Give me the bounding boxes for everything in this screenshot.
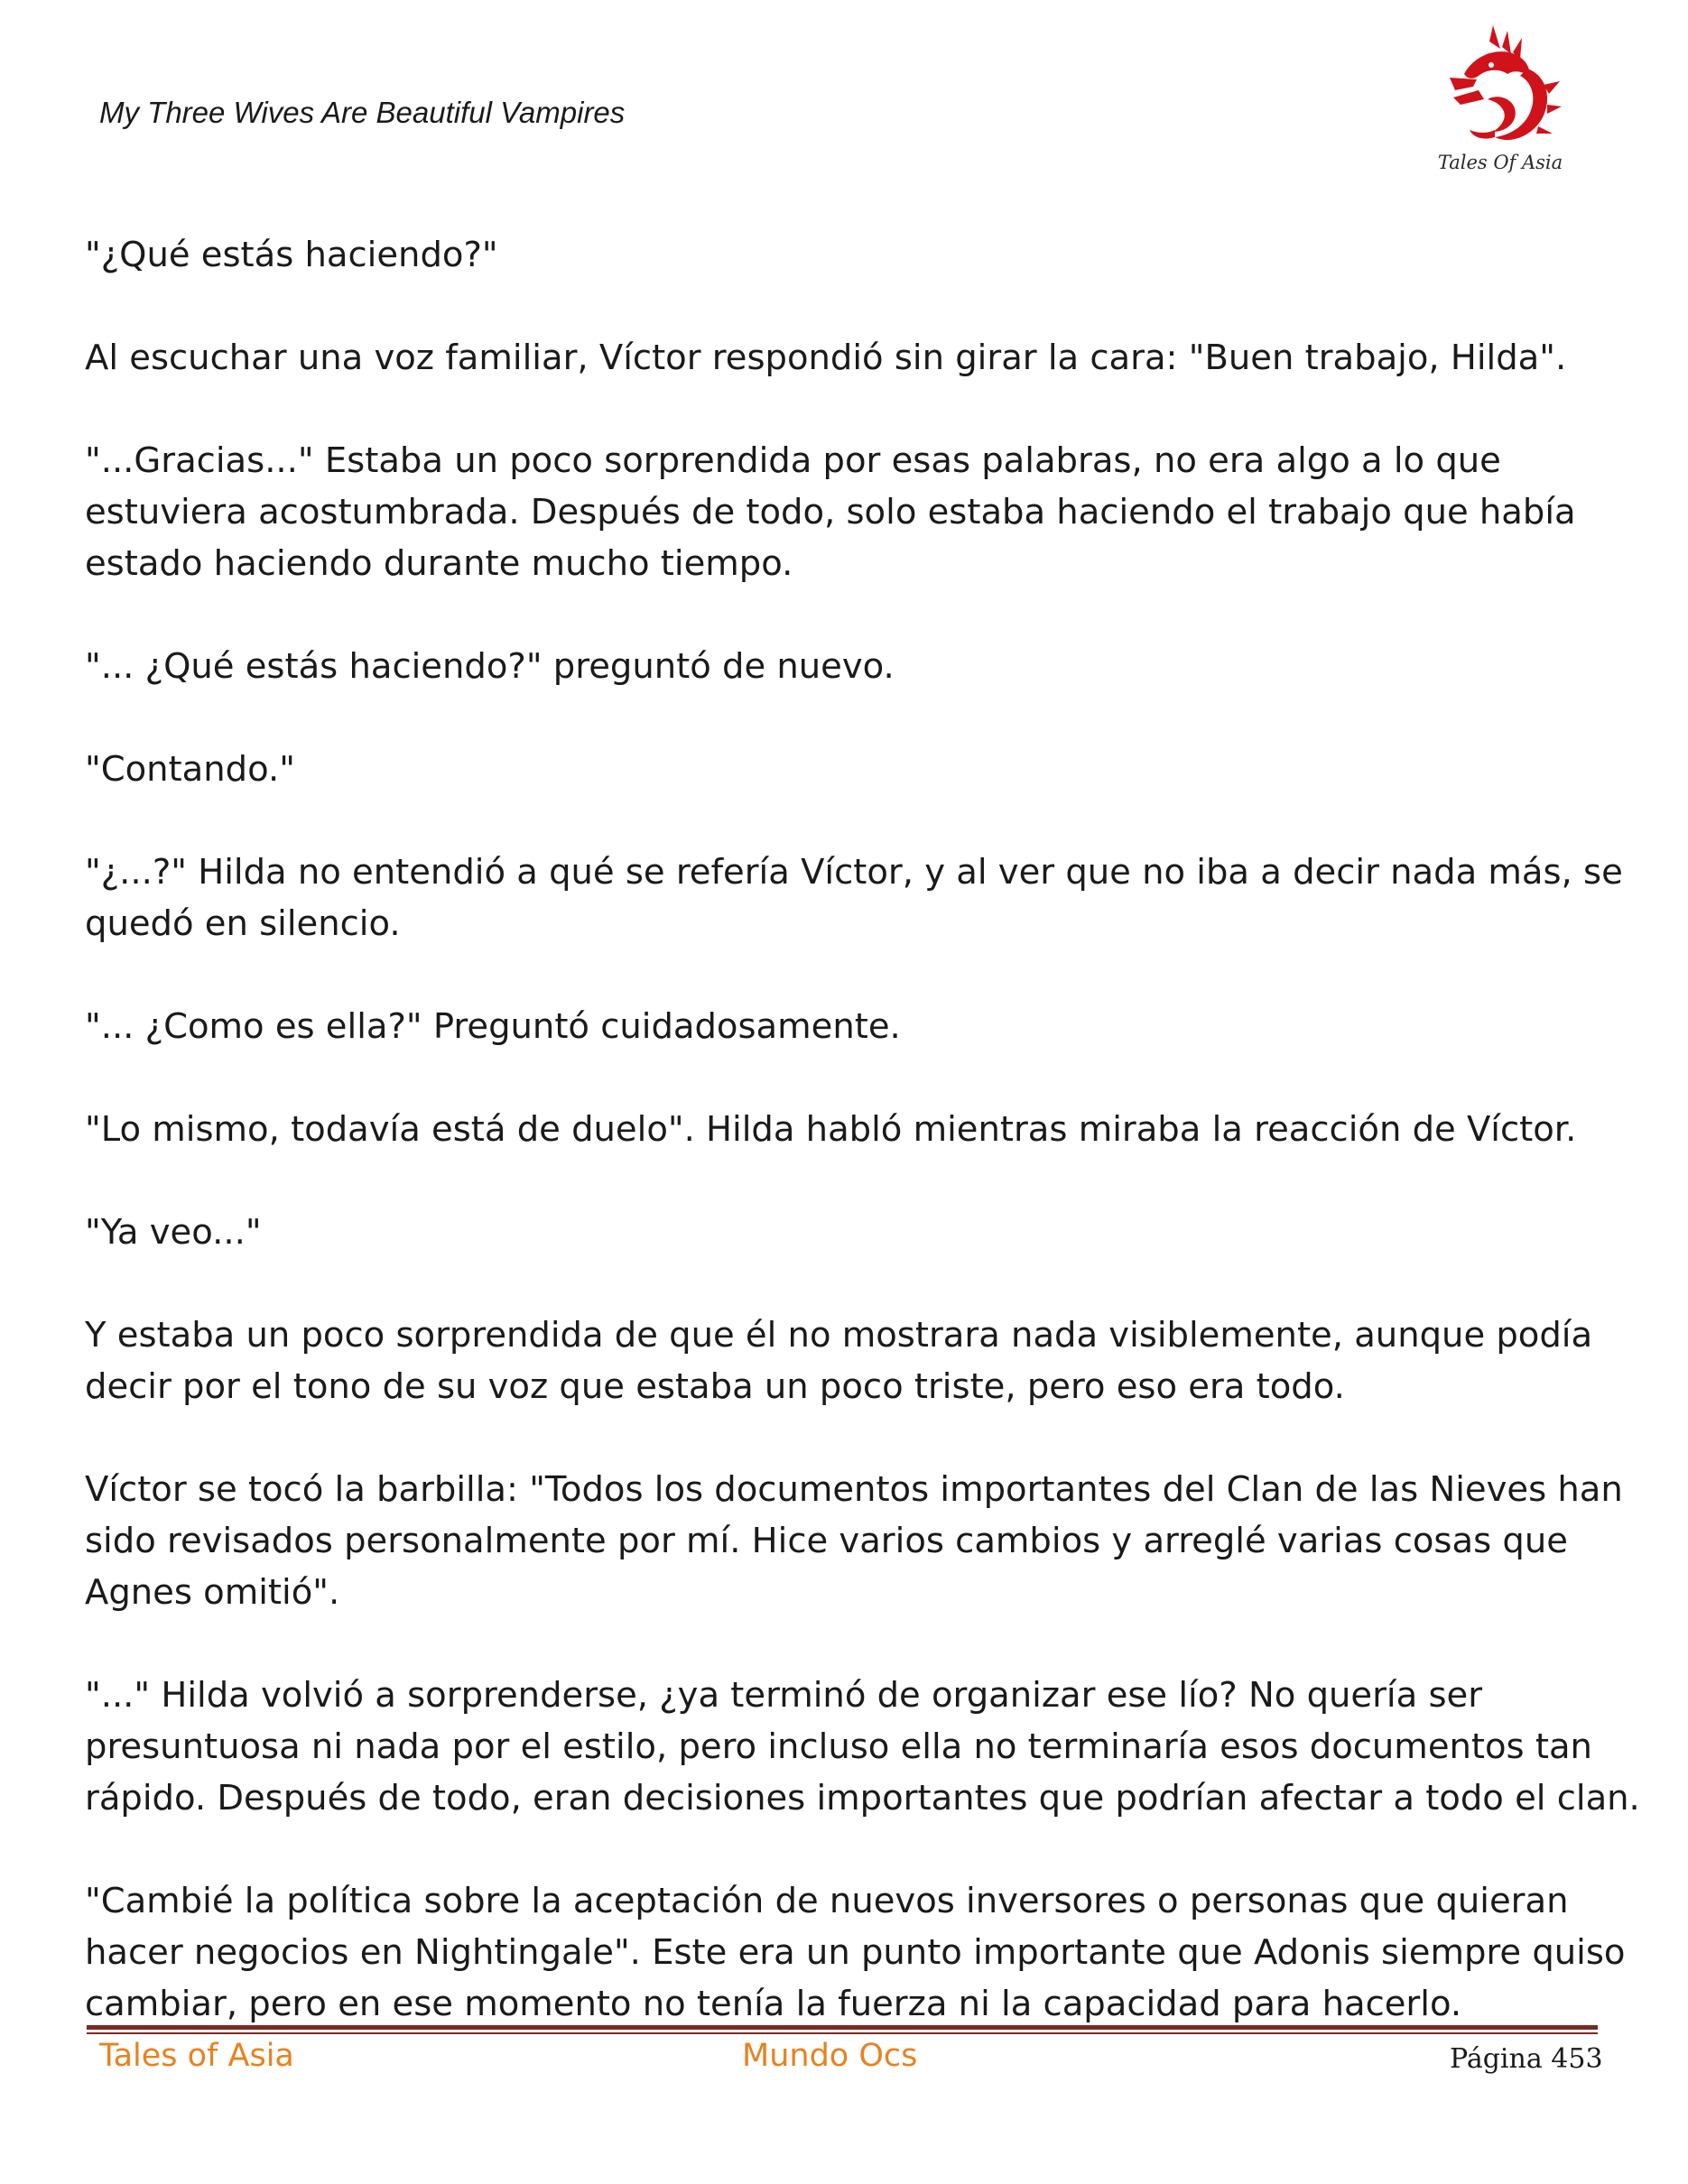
text-line: "...Gracias..." Estaba un poco sorprendida por esas palabras, no era algo a lo que — [85, 440, 1501, 481]
paragraph — [85, 1104, 1619, 1155]
red-dragon-icon — [1437, 22, 1563, 166]
text-line: "... ¿Qué estás haciendo?" preguntó de nuevo. — [85, 646, 895, 687]
text-line: "Lo mismo, todavía está de duelo". Hilda habló mientras miraba la reacción de Víctor. — [85, 1109, 1577, 1150]
text-line: cambiar, pero en ese momento no tenía la fuerza ni la capacidad para hacerlo. — [85, 1984, 1462, 2024]
text-line: Agnes omitió". — [85, 1572, 340, 1613]
text-line: estado haciendo durante mucho tiempo. — [85, 543, 793, 584]
footer-section: Mundo Ocs — [742, 2038, 918, 2074]
footer-divider — [87, 2025, 1598, 2034]
logo-text: Tales Of Asia — [1437, 152, 1563, 173]
text-line: "... ¿Como es ella?" Preguntó cuidadosamente. — [85, 1006, 901, 1047]
paragraph — [85, 435, 1619, 589]
book-title: My Three Wives Are Beautiful Vampires — [99, 96, 626, 129]
text-line: "¿...?" Hilda no entendió a qué se refería Víctor, y al ver que no iba a decir nada más, se — [85, 852, 1623, 893]
paragraph — [85, 641, 1619, 692]
paragraph — [85, 1875, 1626, 2030]
text-line: decir por el tono de su voz que estaba un poco triste, pero eso era todo. — [85, 1366, 1345, 1407]
text-line: hacer negocios en Nightingale". Este era un punto importante que Adonis siempre quiso — [85, 1932, 1626, 1973]
text-line: rápido. Después de todo, eran decisiones importantes que podrían afectar a todo el clan. — [85, 1778, 1640, 1818]
paragraph — [85, 229, 1619, 281]
text-line: "¿Qué estás haciendo?" — [85, 235, 498, 275]
text-line: presuntuosa ni nada por el estilo, pero incluso ella no terminaría esos documentos tan — [85, 1726, 1592, 1767]
text-line: estuviera acostumbrada. Después de todo, solo estaba haciendo el trabajo que había — [85, 492, 1576, 532]
text-line: Víctor se tocó la barbilla: "Todos los documentos importantes del Clan de las Nieves han — [85, 1469, 1623, 1510]
text-line: Y estaba un poco sorprendida de que él no mostrara nada visiblemente, aunque podía — [85, 1315, 1593, 1356]
paragraph — [85, 744, 1619, 795]
publisher-logo — [1437, 22, 1563, 184]
text-line: "Ya veo..." — [85, 1212, 262, 1253]
paragraph — [85, 1670, 1640, 1824]
paragraph — [85, 1309, 1619, 1412]
footer-publisher: Tales of Asia — [99, 2038, 294, 2074]
paragraph — [85, 1001, 1619, 1052]
page-number: Página 453 — [1450, 2043, 1603, 2075]
paragraph — [85, 847, 1623, 949]
text-line: quedó en silencio. — [85, 903, 401, 944]
text-line: "Cambié la política sobre la aceptación de nuevos inversores o personas que quieran — [85, 1881, 1569, 1921]
paragraph — [85, 332, 1619, 384]
chapter-body — [85, 229, 1640, 2081]
text-line: sido revisados personalmente por mí. Hice varios cambios y arreglé varias cosas que — [85, 1521, 1568, 1561]
text-line: Al escuchar una voz familiar, Víctor respondió sin girar la cara: "Buen trabajo, Hilda". — [85, 338, 1567, 378]
paragraph — [85, 1207, 1619, 1258]
text-line: "..." Hilda volvió a sorprenderse, ¿ya terminó de organizar ese lío? No quería ser — [85, 1675, 1483, 1716]
text-line: "Contando." — [85, 749, 295, 790]
paragraph — [85, 1464, 1623, 1618]
